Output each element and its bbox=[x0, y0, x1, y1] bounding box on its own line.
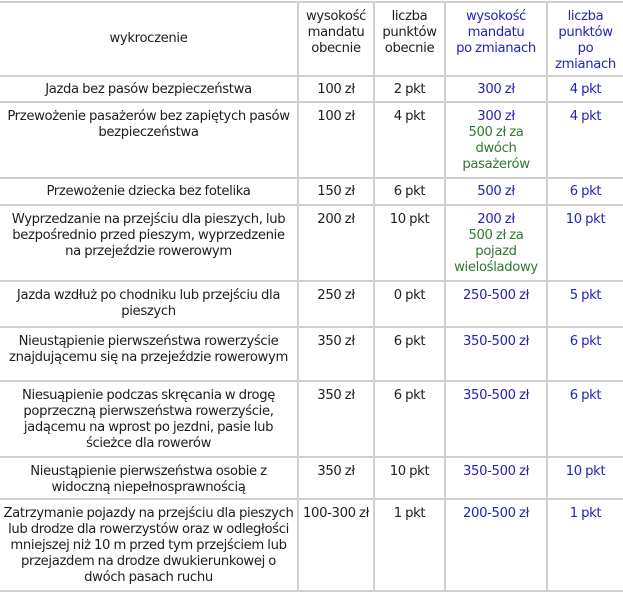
offense-cell: Przewożenie pasażerów bez zapiętych pasów bezpieczeństwa bbox=[0, 102, 298, 178]
fine-new-value: 200-500 zł bbox=[463, 506, 529, 521]
fine-new-value: 200 zł bbox=[477, 212, 515, 227]
fine-new-cell bbox=[445, 281, 547, 327]
table-row bbox=[0, 281, 623, 327]
header-fine-new: wysokość mandatu po zmianach bbox=[445, 2, 547, 76]
table-row bbox=[0, 381, 623, 457]
fine-new-value: 300 zł bbox=[477, 109, 515, 124]
table-row bbox=[0, 102, 623, 178]
table-row bbox=[0, 76, 623, 102]
table-row bbox=[0, 499, 623, 591]
fine-now-cell: 350 zł bbox=[298, 457, 374, 499]
points-new-cell: 10 pkt bbox=[547, 205, 623, 281]
offense-cell: Niesuąpienie podczas skręcania w drogę poprzeczną pierwszeństwa rowerzyście, jadącemu na wprost po jezdni, pasie lub ścieżce dla rowerów bbox=[0, 381, 298, 457]
points-new-cell: 4 pkt bbox=[547, 102, 623, 178]
points-now-cell: 6 pkt bbox=[374, 178, 445, 205]
offense-cell: Przewożenie dziecka bez fotelika bbox=[0, 178, 298, 205]
table-row bbox=[0, 457, 623, 499]
points-now-cell: 0 pkt bbox=[374, 281, 445, 327]
offense-cell: Jazda wzdłuż po chodniku lub przejściu dla pieszych bbox=[0, 281, 298, 327]
fine-now-cell: 350 zł bbox=[298, 381, 374, 457]
fine-now-cell: 100-300 zł bbox=[298, 499, 374, 591]
fine-new-value: 350-500 zł bbox=[463, 334, 529, 349]
fine-now-cell: 200 zł bbox=[298, 205, 374, 281]
table-row bbox=[0, 205, 623, 281]
header-points-new: liczba punktów po zmianach bbox=[547, 2, 623, 76]
fine-new-cell bbox=[445, 76, 547, 102]
fine-new-value: 350-500 zł bbox=[463, 464, 529, 479]
points-new-cell: 6 pkt bbox=[547, 178, 623, 205]
points-now-cell: 6 pkt bbox=[374, 381, 445, 457]
fine-new-cell bbox=[445, 102, 547, 178]
fines-comparison-table bbox=[0, 1, 623, 592]
offense-cell: Wyprzedzanie na przejściu dla pieszych, lub bezpośrednio przed pieszym, wyprzedzenie na przejeździe rowerowym bbox=[0, 205, 298, 281]
points-new-cell: 6 pkt bbox=[547, 327, 623, 381]
points-now-cell: 10 pkt bbox=[374, 205, 445, 281]
fine-new-value: 300 zł bbox=[477, 82, 515, 97]
fine-now-cell: 150 zł bbox=[298, 178, 374, 205]
fine-new-cell bbox=[445, 499, 547, 591]
fine-new-cell bbox=[445, 457, 547, 499]
points-new-cell: 10 pkt bbox=[547, 457, 623, 499]
offense-cell: Nieustąpienie pierwszeństwa rowerzyście znajdującemu się na przejeździe rowerowym bbox=[0, 327, 298, 381]
fine-new-note: 500 zł za pojazd wielośladowy bbox=[454, 228, 538, 275]
table-row bbox=[0, 178, 623, 205]
fine-now-cell: 350 zł bbox=[298, 327, 374, 381]
fine-new-cell bbox=[445, 178, 547, 205]
offense-cell: Jazda bez pasów bezpieczeństwa bbox=[0, 76, 298, 102]
points-now-cell: 2 pkt bbox=[374, 76, 445, 102]
points-now-cell: 10 pkt bbox=[374, 457, 445, 499]
header-fine-now: wysokość mandatu obecnie bbox=[298, 2, 374, 76]
points-new-cell: 5 pkt bbox=[547, 281, 623, 327]
fine-now-cell: 100 zł bbox=[298, 102, 374, 178]
points-now-cell: 6 pkt bbox=[374, 327, 445, 381]
table-header-row bbox=[0, 2, 623, 76]
points-now-cell: 4 pkt bbox=[374, 102, 445, 178]
offense-cell: Nieustąpienie pierwszeństwa osobie z widoczną niepełnosprawnością bbox=[0, 457, 298, 499]
offense-cell: Zatrzymanie pojazdy na przejściu dla pieszych lub drodze dla rowerzystów oraz w odległości mniejszej niż 10 m przed tym przejściem lub przejazdem na drodze dwukierunkowej o dwóch pasach ruchu bbox=[0, 499, 298, 591]
points-new-cell: 4 pkt bbox=[547, 76, 623, 102]
fine-now-cell: 100 zł bbox=[298, 76, 374, 102]
fine-new-cell bbox=[445, 381, 547, 457]
header-points-now: liczba punktów obecnie bbox=[374, 2, 445, 76]
points-now-cell: 1 pkt bbox=[374, 499, 445, 591]
fine-new-note: 500 zł za dwóch pasażerów bbox=[462, 125, 530, 172]
table-row bbox=[0, 327, 623, 381]
fine-new-value: 350-500 zł bbox=[463, 388, 529, 403]
fine-new-cell bbox=[445, 205, 547, 281]
fine-now-cell: 250 zł bbox=[298, 281, 374, 327]
fine-new-cell bbox=[445, 327, 547, 381]
header-offense: wykroczenie bbox=[0, 2, 298, 76]
fine-new-value: 500 zł bbox=[477, 184, 515, 199]
fine-new-value: 250-500 zł bbox=[463, 288, 529, 303]
points-new-cell: 6 pkt bbox=[547, 381, 623, 457]
points-new-cell: 1 pkt bbox=[547, 499, 623, 591]
